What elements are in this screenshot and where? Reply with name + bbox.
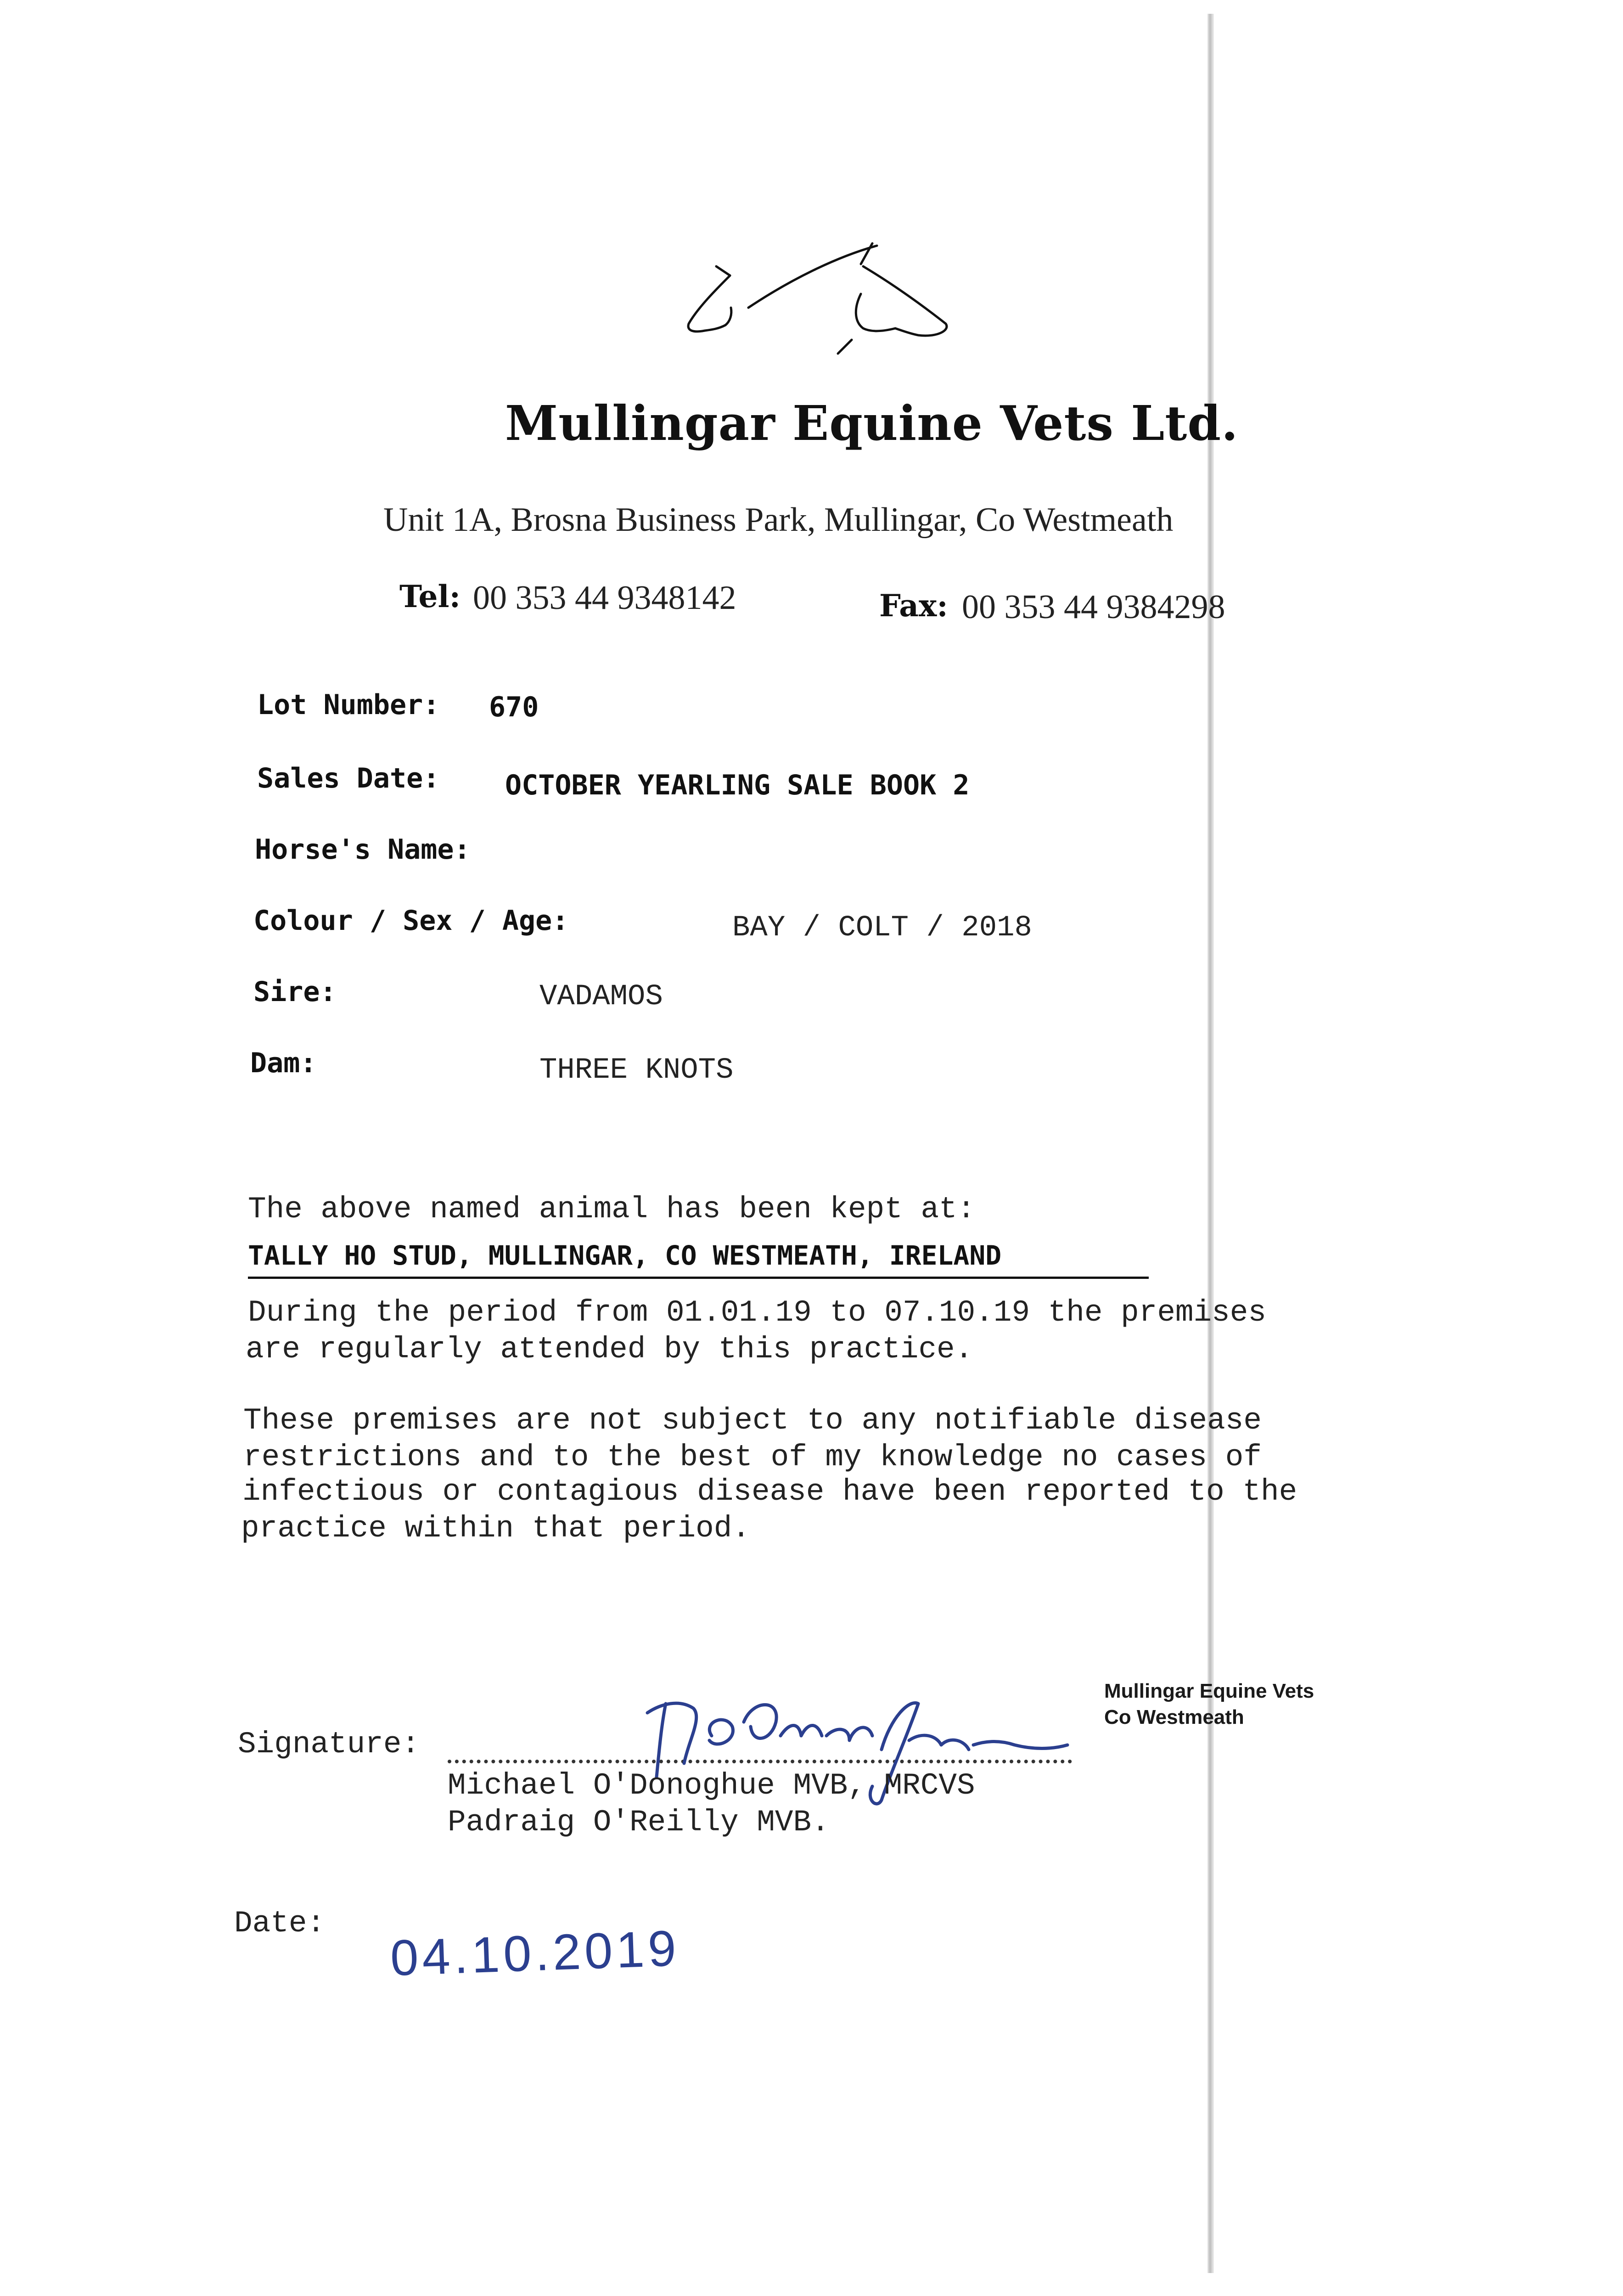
tel-number: 00 353 44 9348142 bbox=[473, 579, 736, 617]
dam-label: Dam: bbox=[250, 1047, 317, 1079]
disease-line-2: restrictions and to the best of my knowledge no cases of bbox=[243, 1440, 1262, 1474]
signer-2: Padraig O'Reilly MVB. bbox=[448, 1805, 830, 1840]
fax-label: Fax: bbox=[879, 588, 948, 624]
fax-number: 00 353 44 9384298 bbox=[962, 588, 1225, 626]
horse-heads-logo-icon bbox=[680, 239, 964, 363]
scan-artifact-bar bbox=[1207, 14, 1214, 2273]
lot-number-label: Lot Number: bbox=[257, 689, 440, 721]
date-label: Date: bbox=[234, 1906, 326, 1941]
company-name: Mullingar Equine Vets Ltd. bbox=[505, 395, 1239, 451]
practice-stamp-line-2: Co Westmeath bbox=[1104, 1706, 1244, 1728]
sales-date-value: OCTOBER YEARLING SALE BOOK 2 bbox=[505, 769, 970, 801]
period-line-2: are regularly attended by this practice. bbox=[246, 1332, 973, 1367]
handwritten-date: 04.10.2019 bbox=[389, 1920, 681, 1986]
premises-address: TALLY HO STUD, MULLINGAR, CO WESTMEATH, IRELAND bbox=[248, 1240, 1002, 1271]
colour-sex-age-label: Colour / Sex / Age: bbox=[253, 905, 569, 937]
disease-line-1: These premises are not subject to any notifiable disease bbox=[243, 1403, 1262, 1438]
tel-label: Tel: bbox=[399, 579, 461, 614]
company-address: Unit 1A, Brosna Business Park, Mullingar, Co Westmeath bbox=[383, 501, 1174, 539]
sales-date-label: Sales Date: bbox=[257, 762, 440, 794]
lot-number-value: 670 bbox=[489, 691, 539, 723]
disease-line-3: infectious or contagious disease have been reported to the bbox=[242, 1474, 1297, 1509]
sire-label: Sire: bbox=[253, 976, 337, 1008]
sire-value: VADAMOS bbox=[539, 980, 663, 1013]
period-line-1: During the period from 01.01.19 to 07.10.19 the premises bbox=[248, 1295, 1266, 1330]
colour-sex-age-value: BAY / COLT / 2018 bbox=[732, 912, 1032, 945]
signature-label: Signature: bbox=[238, 1727, 420, 1761]
premises-underline bbox=[248, 1277, 1149, 1279]
dam-value: THREE KNOTS bbox=[539, 1054, 734, 1087]
signer-1: Michael O'Donoghue MVB, MRCVS bbox=[448, 1768, 975, 1803]
horse-name-label: Horse's Name: bbox=[255, 833, 471, 866]
kept-at-intro: The above named animal has been kept at: bbox=[248, 1192, 976, 1227]
practice-stamp-line-1: Mullingar Equine Vets bbox=[1104, 1680, 1314, 1702]
disease-line-4: practice within that period. bbox=[241, 1511, 750, 1546]
